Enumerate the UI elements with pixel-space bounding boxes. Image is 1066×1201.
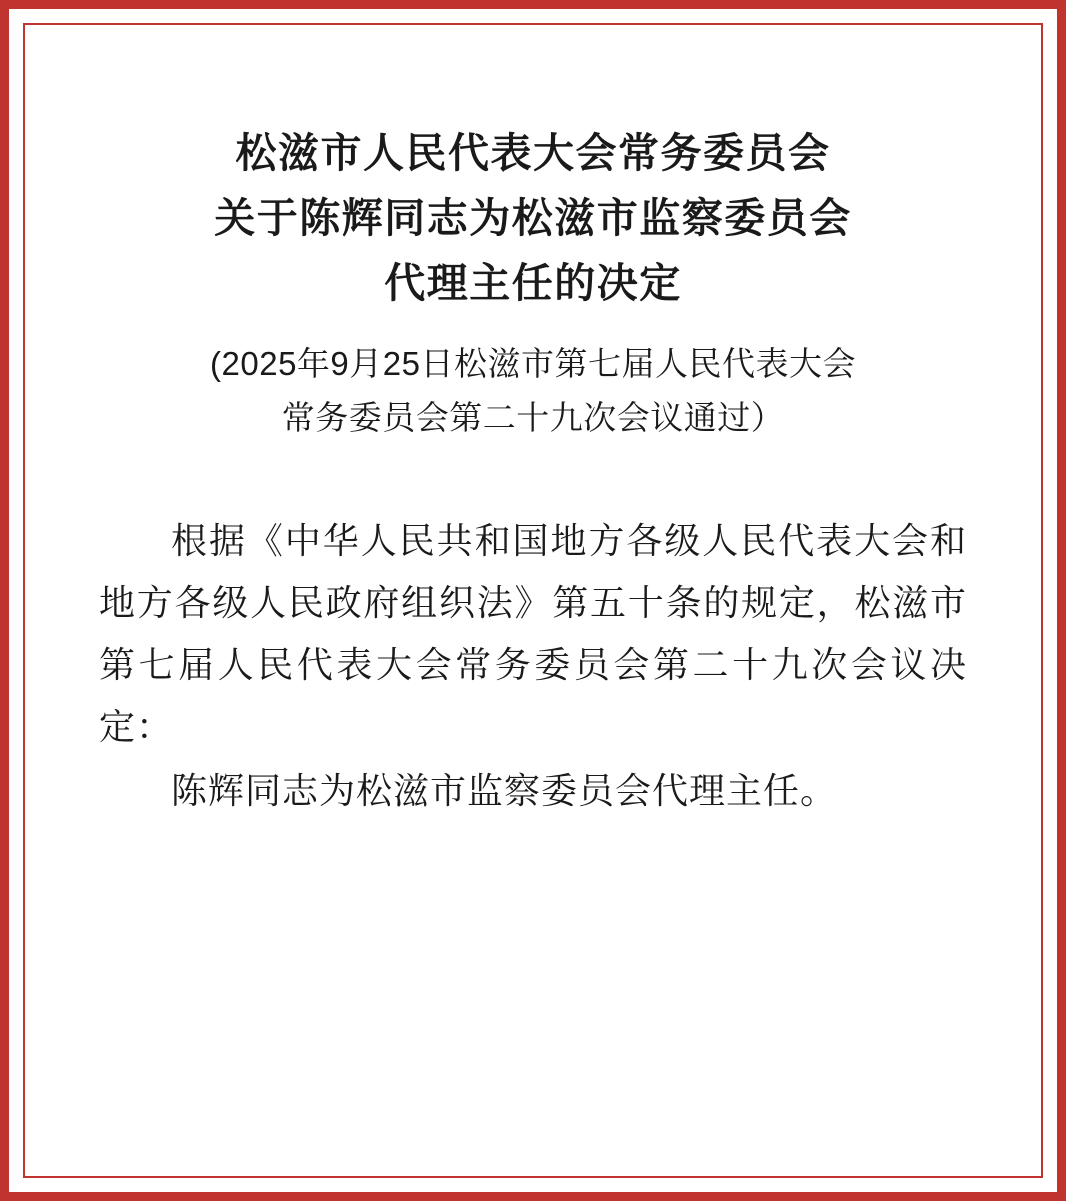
subtitle-line-1: (2025年9月25日松滋市第七届人民代表大会 <box>210 345 856 383</box>
title-line-3: 代理主任的决定 <box>384 259 682 306</box>
paragraph-1: 根据《中华人民共和国地方各级人民代表大会和地方各级人民政府组织法》第五十条的规定，松滋市第七届人民代表大会常务委员会第二十九次会议决定： <box>99 520 967 747</box>
paragraph-2: 陈辉同志为松滋市监察委员会代理主任。 <box>171 769 838 811</box>
document-title <box>93 121 973 315</box>
document-content <box>93 510 973 822</box>
document-frame-inner-border <box>23 23 1043 1178</box>
subtitle-line-2: 常务委员会第二十九次会议通过） <box>281 398 785 436</box>
title-line-2: 关于陈辉同志为松滋市监察委员会 <box>214 194 852 241</box>
title-line-1: 松滋市人民代表大会常务委员会 <box>235 130 831 176</box>
document-subtitle <box>93 337 973 444</box>
document-body <box>25 25 1041 1176</box>
